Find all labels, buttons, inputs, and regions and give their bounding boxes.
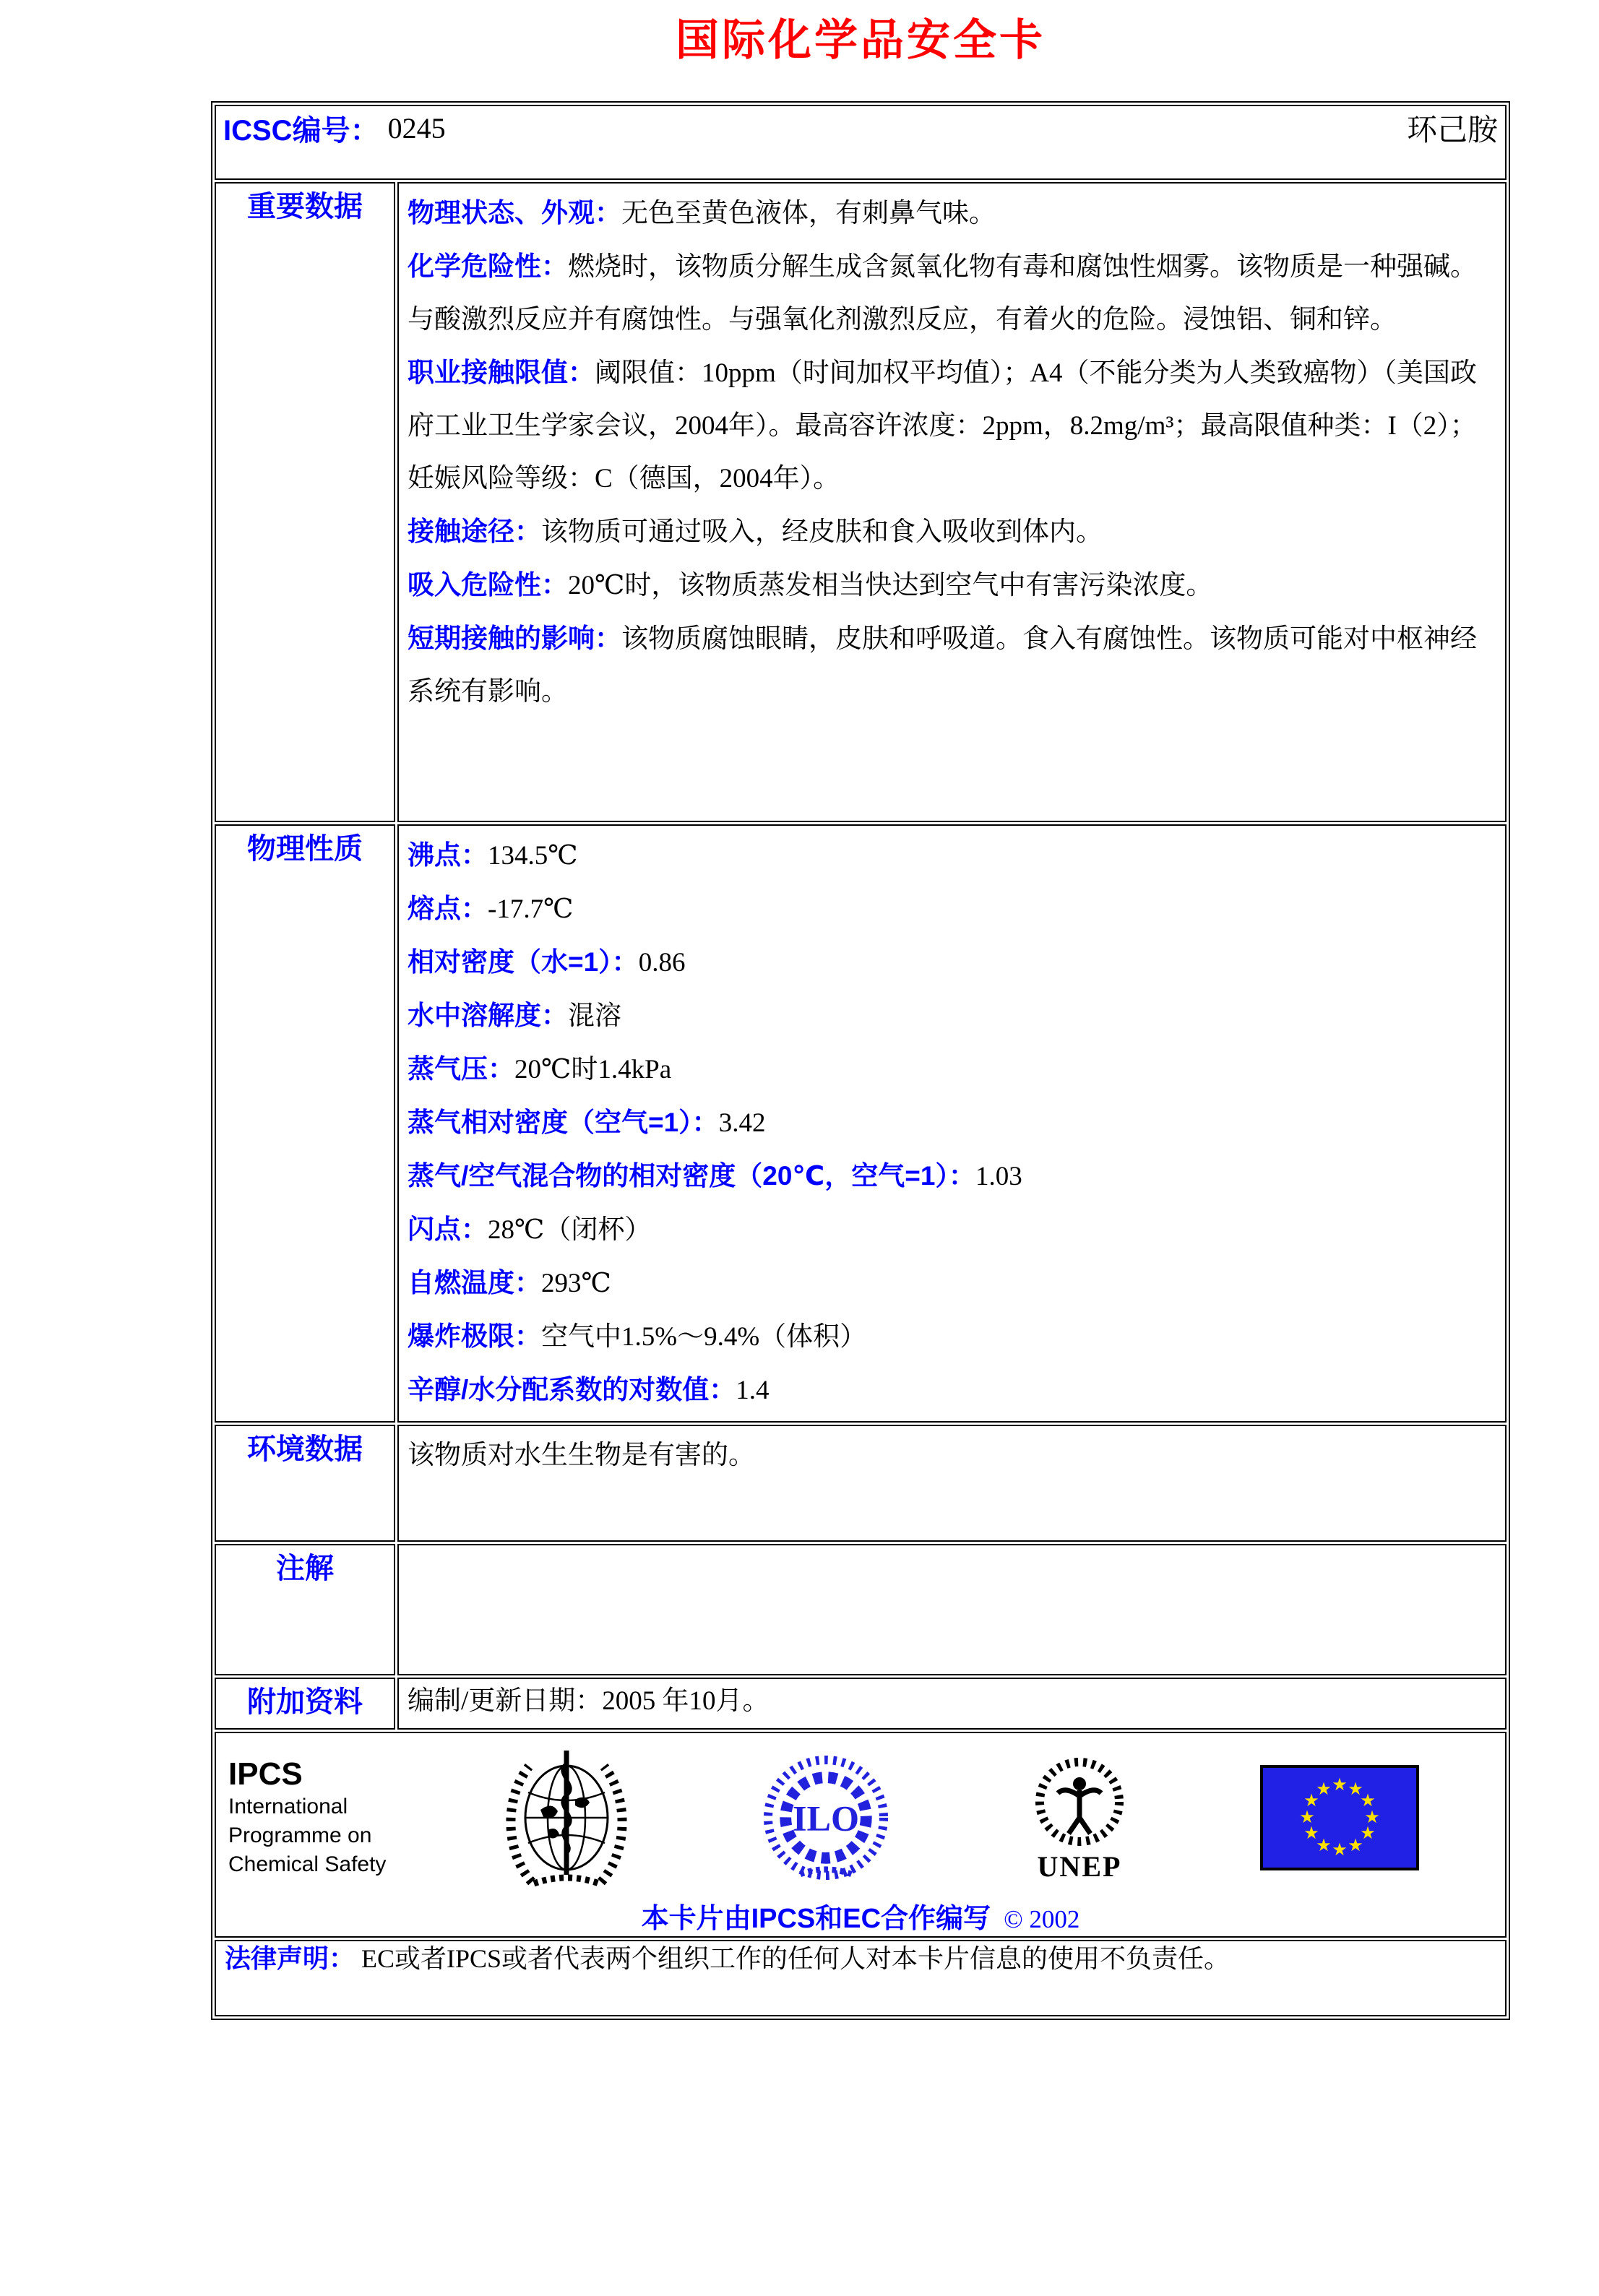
field-relative-density <box>408 936 1495 989</box>
eu-flag-icon <box>1260 1765 1419 1870</box>
field-vapor-air-density <box>408 1149 1495 1203</box>
svg-text:★: ★ <box>1360 1790 1376 1811</box>
unep-logo-block <box>1007 1753 1152 1883</box>
legal-row <box>215 1940 1507 2016</box>
legal-label: 法律声明： <box>225 1943 355 1973</box>
field-physical-state <box>408 186 1495 240</box>
unep-logo-icon <box>1007 1753 1152 1854</box>
physical-properties-row <box>215 824 1507 1423</box>
icsc-number-label: ICSC编号： <box>223 114 379 147</box>
field-label: 蒸气/空气混合物的相对密度（20℃，空气=1）： <box>408 1161 975 1191</box>
field-vapor-pressure <box>408 1043 1495 1096</box>
field-value: 134.5℃ <box>488 841 578 871</box>
field-value: 阈限值：10ppm（时间加权平均值）；A4（不能分类为人类致癌物）（美国政府工业卫生学家会议，2004年）。最高容许浓度：2ppm，8.2mg/m³；最高限值种类：I（2）；妊娠风险等级：C（德国，2004年）。 <box>408 358 1477 493</box>
field-label: 职业接触限值： <box>408 358 595 387</box>
environment-row <box>215 1425 1507 1542</box>
svg-text:★: ★ <box>1303 1823 1319 1843</box>
important-data-row <box>215 182 1507 822</box>
field-value: 1.03 <box>975 1162 1022 1191</box>
field-value: 20℃时，该物质蒸发相当快达到空气中有害污染浓度。 <box>568 571 1213 600</box>
field-label: 闪点： <box>408 1214 488 1244</box>
field-value: 0.86 <box>638 948 686 977</box>
field-value: 3.42 <box>718 1108 766 1138</box>
field-flash-point <box>408 1203 1495 1256</box>
organizations-row <box>215 1732 1507 1938</box>
field-boiling-point <box>408 829 1495 882</box>
credit-text: 本卡片由IPCS和EC合作编写 <box>641 1904 991 1934</box>
section-content-environment <box>397 1425 1507 1542</box>
field-label: 相对密度（水=1）： <box>408 947 639 977</box>
credit-year: © 2002 <box>1004 1905 1080 1933</box>
field-chemical-danger <box>408 240 1495 346</box>
svg-text:★: ★ <box>1316 1835 1332 1855</box>
credit-line <box>217 1896 1504 1935</box>
field-explosive-limits <box>408 1310 1495 1363</box>
section-label-notes: 注解 <box>215 1544 395 1675</box>
field-value: 混溶 <box>568 1001 621 1031</box>
field-value: 293℃ <box>541 1269 611 1298</box>
field-melting-point <box>408 882 1495 936</box>
svg-text:★: ★ <box>1364 1807 1380 1827</box>
field-value: 1.4 <box>736 1376 770 1405</box>
additional-text: 编制/更新日期：2005 年10月。 <box>408 1686 770 1716</box>
ilo-logo-icon <box>759 1751 893 1885</box>
icsc-table <box>211 101 1510 2020</box>
header-cell <box>215 105 1507 180</box>
svg-text:★: ★ <box>1299 1807 1315 1827</box>
field-octanol-water <box>408 1363 1495 1417</box>
field-occupational-limits <box>408 346 1495 505</box>
field-label: 水中溶解度： <box>408 1001 568 1030</box>
legal-text: EC或者IPCS或者代表两个组织工作的任何人对本卡片信息的使用不负责任。 <box>361 1944 1231 1973</box>
field-value: 无色至黄色液体，有刺鼻气味。 <box>621 199 996 228</box>
svg-text:★: ★ <box>1332 1774 1348 1795</box>
section-content-notes <box>397 1544 1507 1675</box>
field-label: 熔点： <box>408 894 488 923</box>
header-row <box>215 105 1507 180</box>
field-label: 自燃温度： <box>408 1268 541 1298</box>
ipcs-line-2: Programme on <box>228 1824 372 1847</box>
svg-text:★: ★ <box>1360 1823 1376 1843</box>
field-value: 空气中1.5%～9.4%（体积） <box>541 1322 867 1352</box>
section-content-additional <box>397 1678 1507 1730</box>
field-value: 该物质可通过吸入，经皮肤和食入吸收到体内。 <box>541 517 1103 547</box>
notes-row <box>215 1544 1507 1675</box>
ipcs-line-3: Chemical Safety <box>228 1852 387 1876</box>
field-value: 该物质腐蚀眼睛，皮肤和呼吸道。食入有腐蚀性。该物质可能对中枢神经系统有影响。 <box>408 624 1477 707</box>
field-autoignition-temp <box>408 1256 1495 1310</box>
ipcs-text-block <box>228 1756 460 1879</box>
environment-text: 该物质对水生生物是有害的。 <box>408 1441 755 1470</box>
field-label: 爆炸极限： <box>408 1321 541 1351</box>
section-label-important: 重要数据 <box>215 182 395 822</box>
page-title: 国际化学品安全卡 <box>676 16 1046 64</box>
legal-cell <box>215 1940 1507 2016</box>
field-inhalation-risk <box>408 558 1495 612</box>
field-water-solubility <box>408 989 1495 1043</box>
field-value: -17.7℃ <box>488 894 574 924</box>
section-label-physical: 物理性质 <box>215 824 395 1423</box>
unep-wordmark: UNEP <box>1037 1850 1122 1883</box>
field-label: 蒸气相对密度（空气=1）： <box>408 1108 719 1137</box>
ipcs-acronym: IPCS <box>228 1756 303 1792</box>
field-value: 28℃（闭杯） <box>488 1215 652 1245</box>
svg-text:★: ★ <box>1348 1835 1363 1855</box>
section-content-important <box>397 182 1507 822</box>
field-label: 蒸气压： <box>408 1054 514 1084</box>
field-label: 化学危险性： <box>408 251 568 281</box>
svg-text:★: ★ <box>1332 1839 1348 1860</box>
svg-text:★: ★ <box>1316 1779 1332 1799</box>
field-label: 辛醇/水分配系数的对数值： <box>408 1375 736 1404</box>
field-label: 物理状态、外观： <box>408 198 621 228</box>
organizations-cell <box>215 1732 1507 1938</box>
field-label: 吸入危险性： <box>408 570 568 600</box>
who-logo-icon <box>494 1743 639 1892</box>
field-exposure-routes <box>408 505 1495 558</box>
field-short-term-effects <box>408 612 1495 718</box>
additional-info-row <box>215 1678 1507 1730</box>
field-value: 20℃时1.4kPa <box>514 1055 672 1084</box>
section-label-additional: 附加资料 <box>215 1678 395 1730</box>
section-label-environment: 环境数据 <box>215 1425 395 1542</box>
ilo-letters: ILO <box>792 1797 860 1839</box>
field-label: 沸点： <box>408 840 488 870</box>
svg-text:★: ★ <box>1348 1779 1363 1799</box>
chemical-name: 环己胺 <box>1406 114 1498 147</box>
field-label: 短期接触的影响： <box>408 623 621 653</box>
svg-text:★: ★ <box>1303 1790 1319 1811</box>
icsc-number-value: 0245 <box>387 111 446 144</box>
field-value: 燃烧时，该物质分解生成含氮氧化物有毒和腐蚀性烟雾。该物质是一种强碱。与酸激烈反应并有腐蚀性。与强氧化剂激烈反应，有着火的危险。浸蚀铝、铜和锌。 <box>408 252 1477 335</box>
field-label: 接触途径： <box>408 517 541 546</box>
ipcs-line-1: International <box>228 1795 348 1818</box>
section-content-physical <box>397 824 1507 1423</box>
field-vapor-density <box>408 1096 1495 1149</box>
